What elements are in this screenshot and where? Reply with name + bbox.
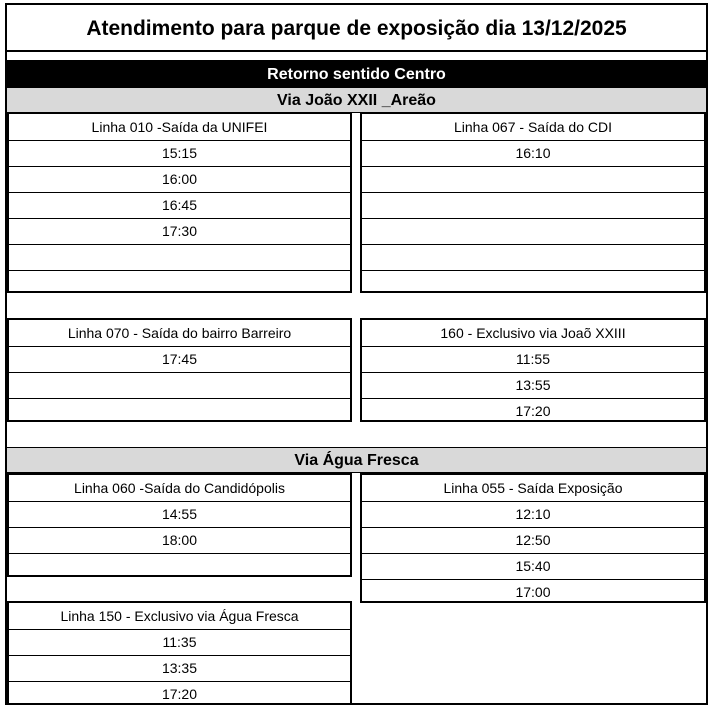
departure-time: 13:35 [9, 655, 350, 682]
departure-time [362, 270, 704, 296]
departure-time: 18:00 [9, 527, 350, 554]
departure-time: 17:20 [515, 403, 551, 419]
schedule-linha-010 [7, 112, 352, 293]
departure-time: 11:55 [362, 346, 704, 373]
schedule-linha-150 [7, 601, 352, 705]
schedule-title: Linha 060 -Saída do Candidópolis [9, 475, 350, 502]
schedule-linha-055 [360, 473, 706, 603]
schedule-linha-067 [360, 112, 706, 293]
title-divider [7, 50, 706, 52]
schedule-title: Linha 055 - Saída Exposição [362, 475, 704, 502]
section-header: Retorno sentido Centro [7, 60, 706, 87]
schedule-linha-160 [360, 318, 706, 422]
departure-time: 16:00 [9, 166, 350, 193]
page-title: Atendimento para parque de exposição dia 13/12/2025 [86, 17, 627, 40]
schedule-title: Linha 010 -Saída da UNIFEI [9, 114, 350, 141]
departure-time: 15:15 [9, 140, 350, 167]
departure-time [362, 166, 704, 193]
schedule-linha-070 [7, 318, 352, 422]
departure-time [362, 244, 704, 271]
departure-time [9, 553, 350, 579]
departure-time [9, 270, 350, 296]
departure-time: 11:35 [9, 629, 350, 656]
departure-time: 17:45 [9, 346, 350, 373]
departure-time: 17:00 [515, 584, 551, 600]
departure-time [362, 218, 704, 245]
departure-time: 17:30 [9, 218, 350, 245]
departure-time: 15:40 [362, 553, 704, 580]
schedule-title: Linha 150 - Exclusivo via Água Fresca [9, 603, 350, 630]
departure-time: 13:55 [362, 372, 704, 399]
schedule-title: 160 - Exclusivo via Joaõ XXIII [362, 320, 704, 347]
route-header-joao-xxii: Via João XXII _Areão [7, 87, 706, 113]
departure-time [9, 244, 350, 271]
departure-time: 16:45 [9, 192, 350, 219]
route-header-agua-fresca: Via Água Fresca [7, 447, 706, 473]
schedule-linha-060 [7, 473, 352, 577]
departure-time [9, 372, 350, 399]
schedule-title: Linha 070 - Saída do bairro Barreiro [9, 320, 350, 347]
departure-time: 12:10 [362, 501, 704, 528]
schedule-title: Linha 067 - Saída do CDI [362, 114, 704, 141]
departure-time: 14:55 [9, 501, 350, 528]
departure-time [362, 192, 704, 219]
departure-time: 17:20 [161, 686, 198, 702]
departure-time: 12:50 [362, 527, 704, 554]
departure-time: 16:10 [362, 140, 704, 167]
departure-time [9, 398, 350, 424]
